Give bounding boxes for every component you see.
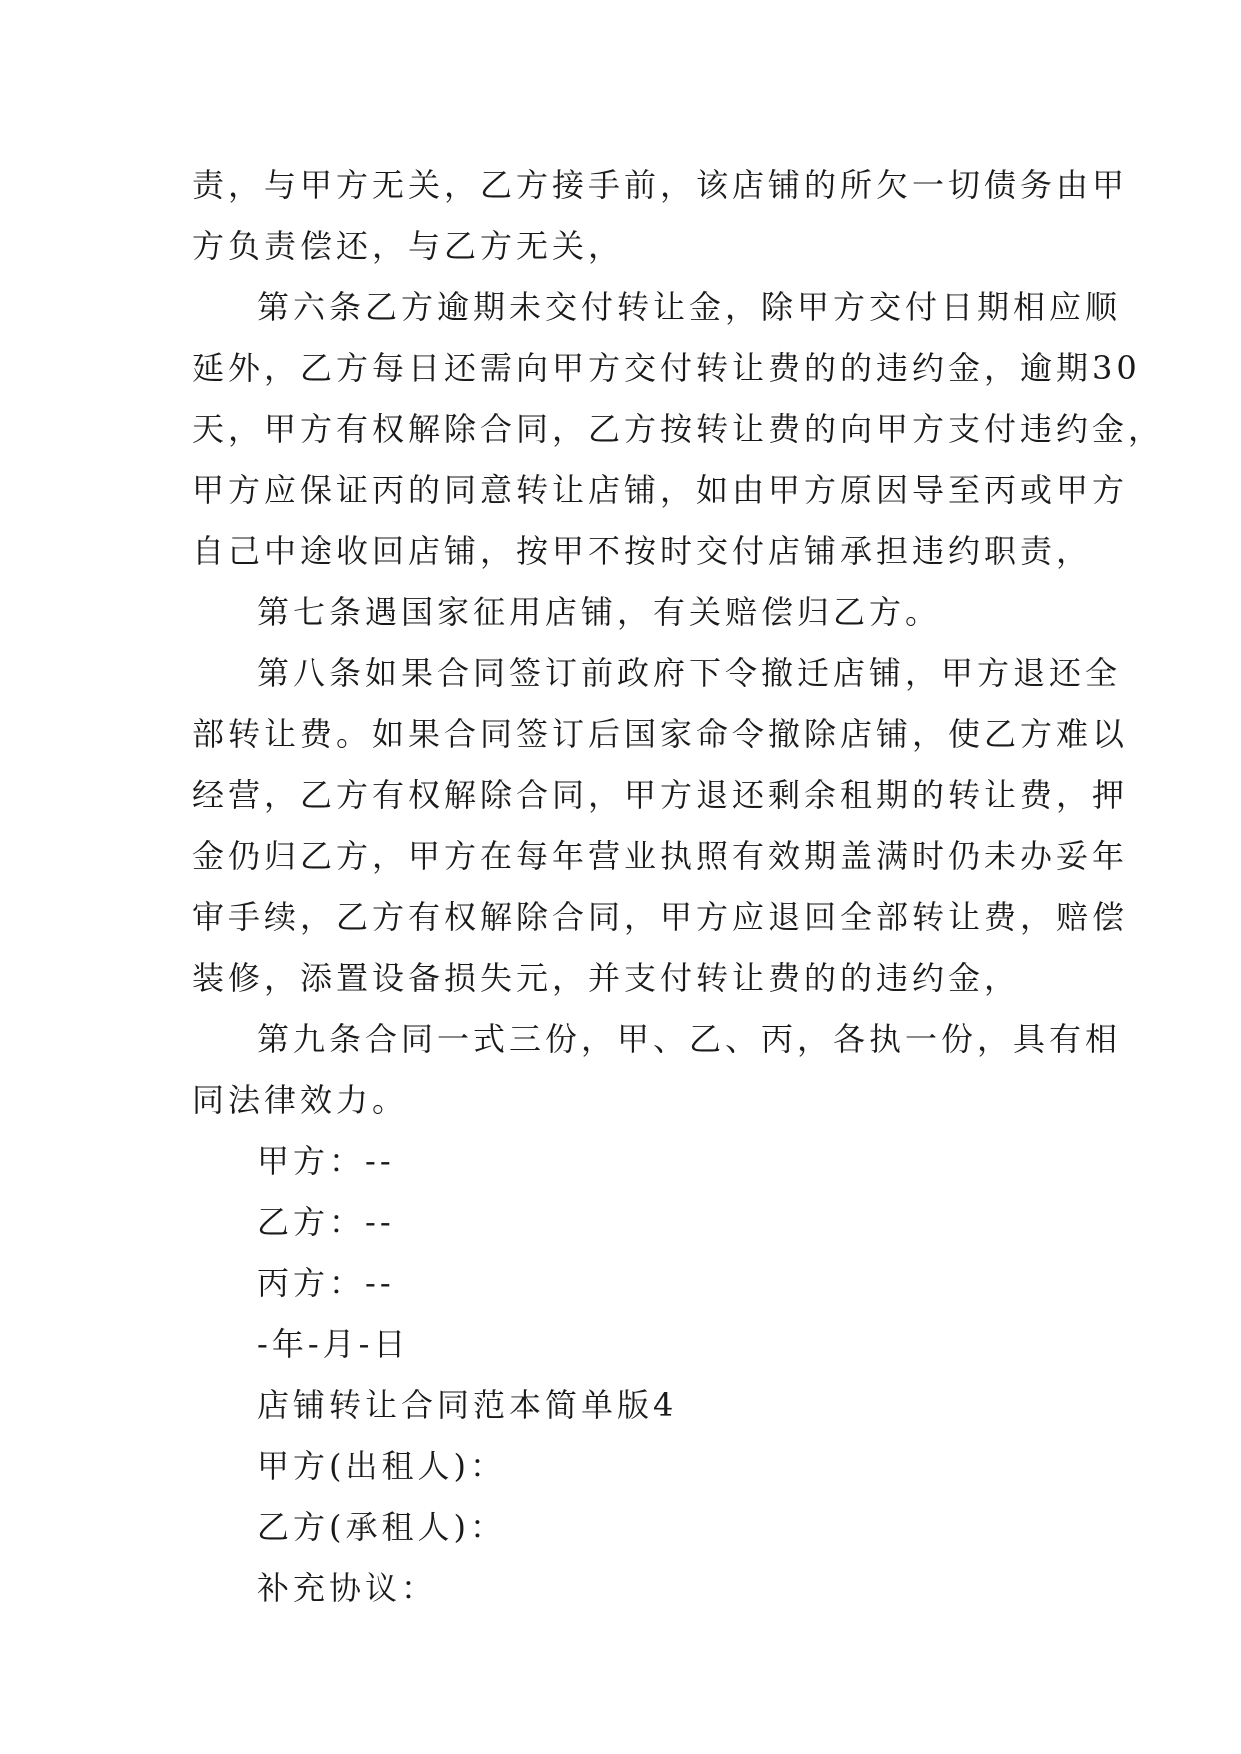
date-line: -年-月-日 [257, 1325, 410, 1363]
paragraph-line: 部转让费。如果合同签订后国家命令撤除店铺，使乙方难以 [192, 715, 1129, 753]
article-seven-line: 第七条遇国家征用店铺，有关赔偿归乙方。 [257, 593, 942, 631]
party-b-signature-line: 乙方：-- [257, 1203, 395, 1241]
paragraph-line: 甲方应保证丙的同意转让店铺，如由甲方原因导至丙或甲方 [192, 471, 1129, 509]
paragraph-line: 自己中途收回店铺，按甲不按时交付店铺承担违约职责， [192, 532, 1093, 570]
paragraph-line: 装修，添置设备损失元，并支付转让费的的违约金， [192, 959, 1021, 997]
paragraph-line: 方负责偿还，与乙方无关， [192, 227, 625, 265]
section-title: 店铺转让合同范本简单版4 [257, 1386, 678, 1424]
party-a-signature-line: 甲方：-- [257, 1142, 395, 1180]
paragraph-line: 责，与甲方无关，乙方接手前，该店铺的所欠一切债务由甲 [192, 166, 1129, 204]
article-six-line: 第六条乙方逾期未交付转让金，除甲方交付日期相应顺 [257, 288, 1122, 326]
paragraph-line: 金仍归乙方，甲方在每年营业执照有效期盖满时仍未办妥年 [192, 837, 1129, 875]
paragraph-line: 同法律效力。 [192, 1081, 409, 1119]
article-nine-line: 第九条合同一式三份，甲、乙、丙，各执一份，具有相 [257, 1020, 1122, 1058]
supplementary-agreement-line: 补充协议： [257, 1569, 438, 1607]
paragraph-line: 经营，乙方有权解除合同，甲方退还剩余租期的转让费，押 [192, 776, 1129, 814]
paragraph-line: 延外，乙方每日还需向甲方交付转让费的的违约金，逾期30 [192, 349, 1141, 387]
document-body [192, 155, 1165, 1619]
paragraph-line: 天，甲方有权解除合同，乙方按转让费的向甲方支付违约金， [192, 410, 1165, 448]
paragraph-line: 审手续，乙方有权解除合同，甲方应退回全部转让费，赔偿 [192, 898, 1129, 936]
lessee-line: 乙方(承租人)： [257, 1508, 506, 1546]
party-c-signature-line: 丙方：-- [257, 1264, 395, 1302]
article-eight-line: 第八条如果合同签订前政府下令撤迁店铺，甲方退还全 [257, 654, 1122, 692]
lessor-line: 甲方(出租人)： [257, 1447, 506, 1485]
